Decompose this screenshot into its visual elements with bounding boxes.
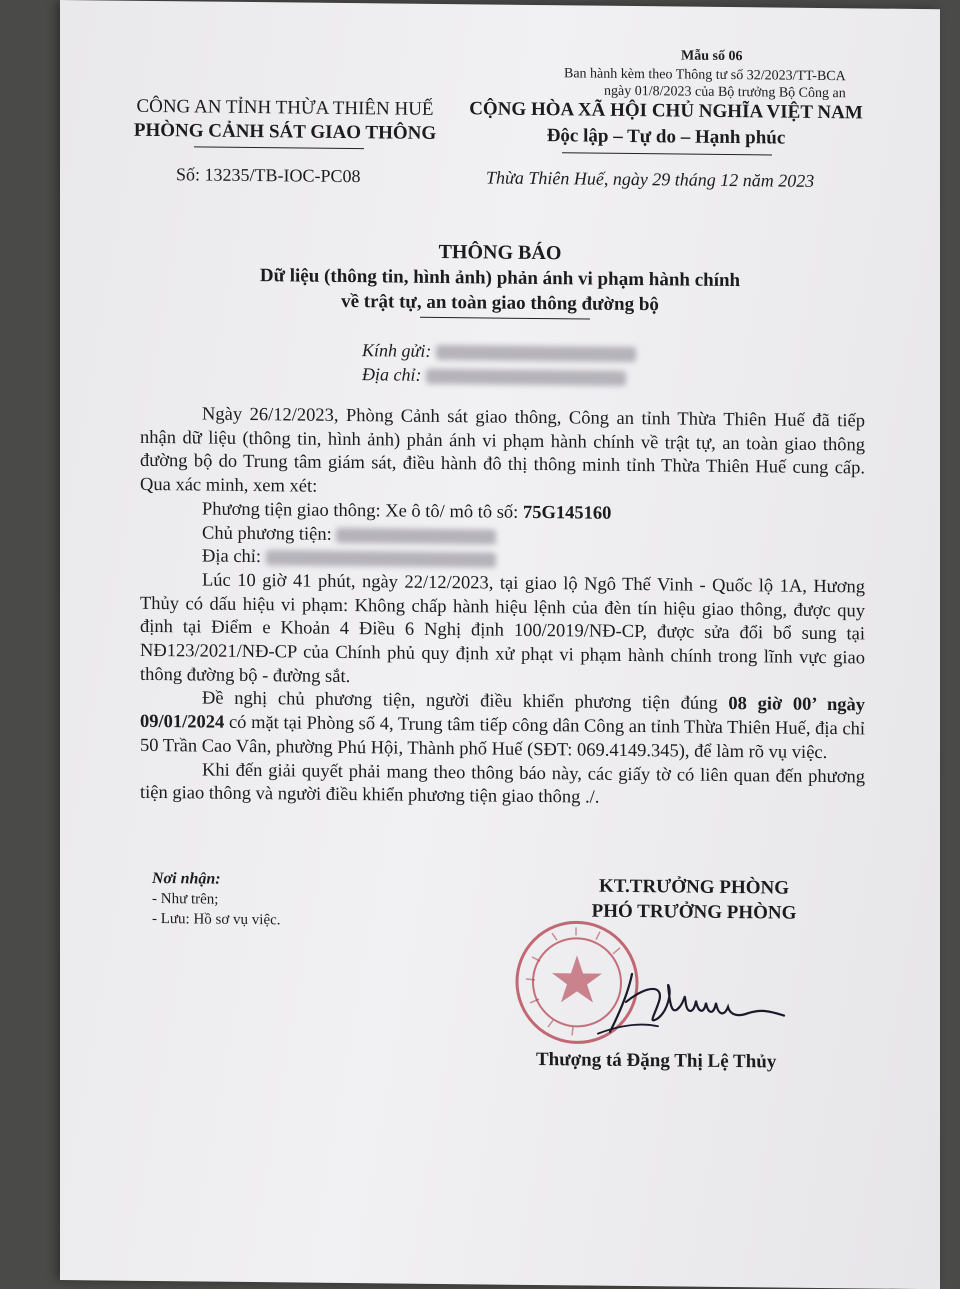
nation-name: CỘNG HÒA XÃ HỘI CHỦ NGHĨA VIỆT NAM — [469, 98, 863, 124]
body-paragraph-request — [140, 687, 865, 766]
redacted-recipient-address — [426, 369, 626, 386]
recipient-block — [362, 338, 636, 389]
request-text-a: Đề nghị chủ phương tiện, người điều khiển phương tiện đúng — [202, 688, 718, 715]
agency-name: PHÒNG CẢNH SÁT GIAO THÔNG — [133, 119, 437, 144]
national-header — [456, 96, 876, 152]
receiver-item-1: - Như trên; — [152, 890, 219, 908]
document-title — [150, 237, 850, 319]
nation-motto: Độc lập – Tự do – Hạnh phúc — [546, 125, 786, 149]
agency-header — [128, 95, 442, 146]
receiver-item-2: - Lưu: Hồ sơ vụ việc. — [152, 910, 281, 929]
body-paragraph-intro: Ngày 26/12/2023, Phòng Cảnh sát giao thông, Công an tỉnh Thừa Thiên Huế đã tiếp nhận dữ liệu (thông tin, hình ảnh) phản ánh vi phạm hành chính về trật tự, an toàn giao thông đường bộ do Trung tâm giám sát, điều hành đô thị thông minh tỉnh Thừa Thiên Huế cung cấp. Qua xác minh, xem xét: — [140, 404, 865, 497]
request-appointment-time: 08 giờ 00’ ngày 09/01/2024 — [140, 694, 865, 733]
issuance-line-2: ngày 01/8/2023 của Bộ trưởng Bộ Công an — [604, 83, 846, 102]
document-page — [60, 0, 940, 1289]
recipient-label: Kính gửi: — [362, 340, 432, 361]
place-date: Thừa Thiên Huế, ngày 29 tháng 12 năm 2023 — [486, 167, 815, 191]
vehicle-plate: 75G145160 — [522, 502, 612, 524]
signer-line-2: PHÓ TRƯỞNG PHÒNG — [591, 900, 797, 924]
receivers-block — [152, 869, 281, 930]
title-sub-1: Dữ liệu (thông tin, hình ảnh) phản ánh vi phạm hành chính — [259, 265, 741, 292]
issuance-line-1: Ban hành kèm theo Thông tư số 32/2023/TT-BCA — [564, 66, 846, 85]
agency-underline — [194, 146, 364, 149]
request-text-b: có mặt tại Phòng số 4, Trung tâm tiếp công dân Công an tỉnh Thừa Thiên Huế, địa chỉ 50 Trần Cao Vân, phường Phú Hội, Thành phố Huế (SĐT: 069.4149.345), để làm rõ vụ việc. — [140, 712, 865, 763]
title-sub-2: về trật tự, an toàn giao thông đường bộ — [341, 290, 659, 316]
recipient-address-label: Địa chỉ: — [362, 364, 422, 385]
body-paragraph-violation: Lúc 10 giờ 41 phút, ngày 22/12/2023, tại giao lộ Ngô Thế Vinh - Quốc lộ 1A, Hương Thủy có dấu hiệu vi phạm: Không chấp hành hiệu lệnh của đèn tín hiệu giao thông, được quy định tại Điểm e Khoản 4 Điều 6 Nghị định 100/2019/NĐ-CP, được sửa đổi bổ sung tại NĐ123/2021/NĐ-CP của Chính phủ quy định xử phạt vi phạm hành chính trong lĩnh vực giao thông đường bộ - đường sắt. — [140, 570, 865, 687]
motto-underline — [562, 152, 772, 155]
owner-label: Chủ phương tiện: — [202, 523, 332, 545]
body-paragraph-bring: Khi đến giải quyết phải mang theo thông báo này, các giấy tờ có liên quan đến phương tiện giao thông và người điều khiển phương tiện giao thông ./. — [140, 760, 865, 808]
form-number: Mẫu số 06 — [681, 48, 743, 65]
signer-name: Thượng tá Đặng Thị Lệ Thủy — [536, 1048, 777, 1073]
agency-parent: CÔNG AN TỈNH THỪA THIÊN HUẾ — [136, 95, 434, 120]
owner-address-label: Địa chỉ: — [202, 546, 262, 568]
vehicle-label: Phương tiện giao thông: Xe ô tô/ mô tô số: — [202, 499, 519, 523]
redacted-recipient-name — [436, 345, 636, 362]
signature-icon — [588, 954, 788, 1046]
document-body — [140, 403, 865, 814]
receivers-heading: Nơi nhận: — [152, 869, 221, 888]
signer-line-1: KT.TRƯỞNG PHÒNG — [599, 875, 789, 899]
redacted-owner-name — [336, 528, 496, 545]
title-main: THÔNG BÁO — [438, 240, 562, 265]
title-underline — [420, 317, 590, 320]
document-number: Số: 13235/TB-IOC-PC08 — [176, 164, 361, 187]
form-issuance-note — [564, 65, 846, 102]
redacted-owner-address — [266, 551, 496, 568]
